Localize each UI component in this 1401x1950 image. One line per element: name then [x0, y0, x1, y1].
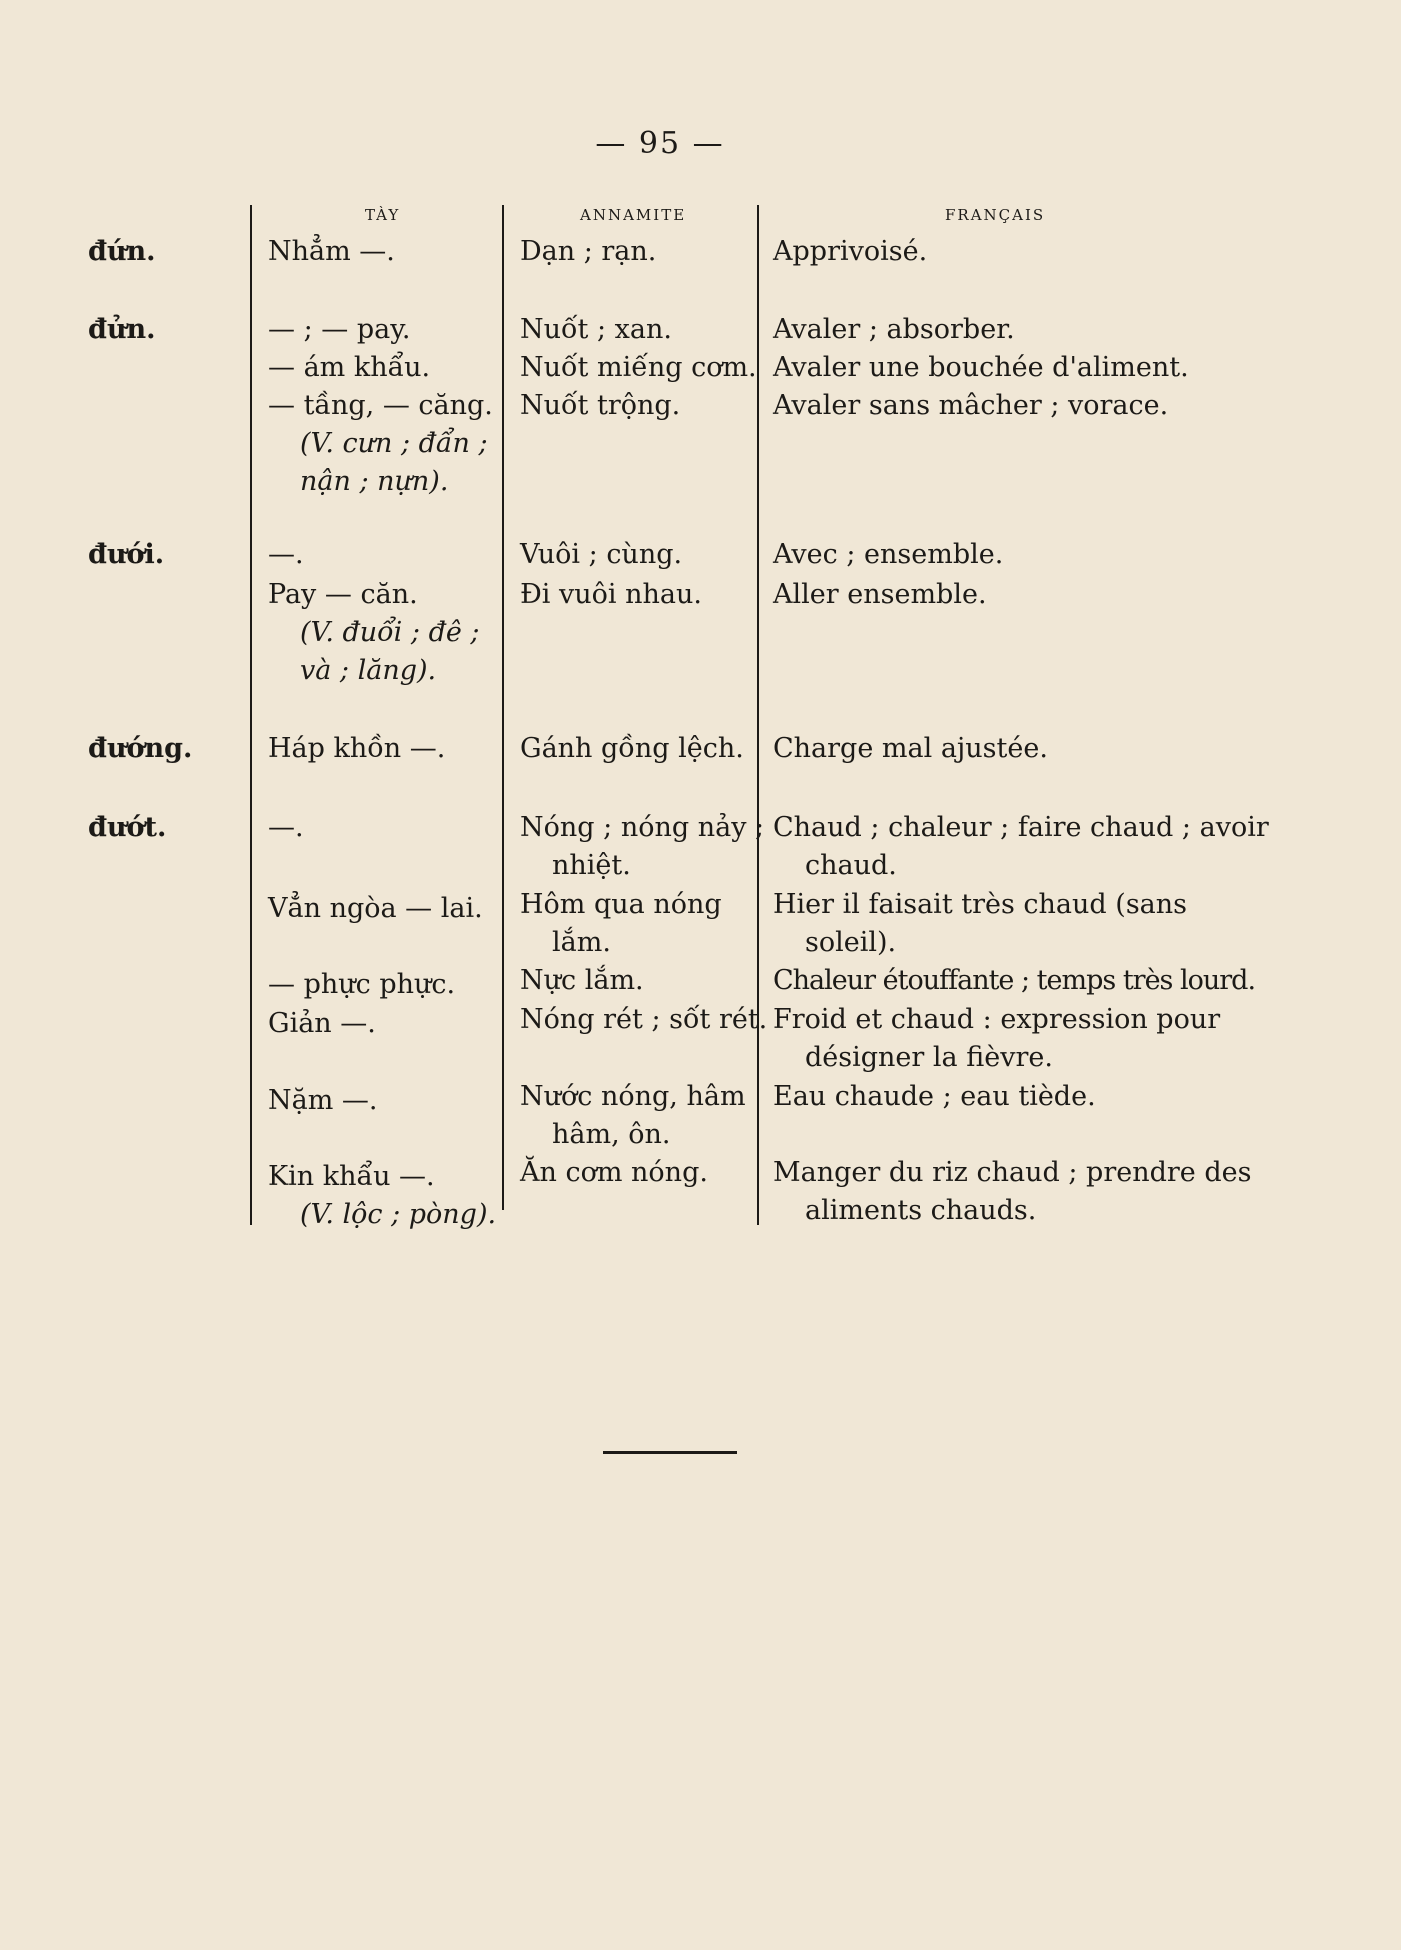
- column-rule-right: [757, 205, 759, 1225]
- francais-line: Hier il faisait très chaud (sans: [773, 889, 1188, 920]
- tay-line: Nhẳm —.: [268, 236, 395, 267]
- francais-line: Manger du riz chaud ; prendre des: [773, 1157, 1252, 1188]
- tay-line: [268, 1196, 496, 1234]
- headword: đướng.: [88, 733, 193, 764]
- tay-line: [268, 425, 488, 463]
- header-tay: TÀY: [365, 206, 401, 224]
- francais-line: chaud.: [805, 850, 897, 881]
- tay-line: [268, 652, 436, 690]
- tay-line: [268, 463, 448, 501]
- francais-line: soleil).: [805, 927, 897, 958]
- annamite-line: Nóng ; nóng nảy ;: [520, 812, 765, 843]
- annamite-line: hâm, ôn.: [552, 1119, 671, 1150]
- tay-crossref: (V. cưn ; đẩn ;: [300, 428, 488, 459]
- francais-line: Froid et chaud : expression pour: [773, 1004, 1221, 1035]
- annamite-line: Vuôi ; cùng.: [520, 539, 683, 570]
- annamite-line: lắm.: [552, 927, 611, 958]
- annamite-line: Đi vuôi nhau.: [520, 579, 702, 610]
- tay-crossref: nận ; nựn).: [300, 466, 449, 497]
- annamite-line: nhiệt.: [552, 850, 631, 881]
- tay-line: [268, 614, 480, 652]
- francais-line: Charge mal ajustée.: [773, 733, 1048, 764]
- annamite-line: Nuốt miếng cơm.: [520, 352, 757, 383]
- annamite-line: Dạn ; rạn.: [520, 236, 657, 267]
- tay-line: — ám khẩu.: [268, 352, 431, 383]
- bottom-rule: [603, 1451, 737, 1454]
- tay-crossref: và ; lăng).: [300, 655, 437, 686]
- annamite-line: Nước nóng, hâm: [520, 1081, 746, 1112]
- page-number: — 95 —: [595, 126, 725, 161]
- headword: đửn.: [88, 314, 156, 345]
- francais-line: Avaler sans mâcher ; vorace.: [773, 390, 1169, 421]
- headword: đưới.: [88, 539, 165, 570]
- francais-line: Chaleur étouffante ; temps très lourd.: [773, 965, 1256, 996]
- francais-line: Avec ; ensemble.: [773, 539, 1004, 570]
- francais-line: Avaler ; absorber.: [773, 314, 1015, 345]
- tay-line: — phực phực.: [268, 969, 456, 1000]
- column-rule-middle: [502, 205, 504, 1210]
- headword: đướt.: [88, 812, 167, 843]
- annamite-line: Nuốt ; xan.: [520, 314, 672, 345]
- francais-line: aliments chauds.: [805, 1195, 1037, 1226]
- header-annamite: ANNAMITE: [580, 206, 687, 224]
- annamite-line: Gánh gồng lệch.: [520, 733, 744, 764]
- annamite-line: Ăn cơm nóng.: [520, 1157, 708, 1188]
- headword: đứn.: [88, 236, 156, 267]
- tay-line: — ; — pay.: [268, 314, 411, 345]
- francais-line: Eau chaude ; eau tiède.: [773, 1081, 1096, 1112]
- francais-line: Apprivoisé.: [773, 236, 928, 267]
- tay-line: —.: [268, 812, 304, 843]
- tay-line: Nặm —.: [268, 1085, 378, 1116]
- francais-line: Avaler une bouchée d'aliment.: [773, 352, 1189, 383]
- annamite-line: Nuốt trộng.: [520, 390, 681, 421]
- annamite-line: Hôm qua nóng: [520, 889, 722, 920]
- francais-line: Aller ensemble.: [773, 579, 987, 610]
- francais-line: Chaud ; chaleur ; faire chaud ; avoir: [773, 812, 1269, 843]
- tay-line: — tầng, — căng.: [268, 390, 493, 421]
- tay-line: Vẳn ngòa — lai.: [268, 893, 483, 924]
- tay-crossref: (V. đuổi ; đê ;: [300, 617, 480, 648]
- tay-crossref: (V. lộc ; pòng).: [300, 1199, 497, 1230]
- tay-line: —.: [268, 539, 304, 570]
- column-rule-left: [250, 205, 252, 1225]
- tay-line: Pay — căn.: [268, 579, 418, 610]
- annamite-line: Nóng rét ; sốt rét.: [520, 1004, 768, 1035]
- tay-line: Háp khồn —.: [268, 733, 446, 764]
- francais-line: désigner la fièvre.: [805, 1042, 1053, 1073]
- annamite-line: Nực lắm.: [520, 965, 644, 996]
- tay-line: Giản —.: [268, 1008, 376, 1039]
- tay-line: Kin khẩu —.: [268, 1161, 435, 1192]
- header-francais: FRANÇAIS: [945, 206, 1046, 224]
